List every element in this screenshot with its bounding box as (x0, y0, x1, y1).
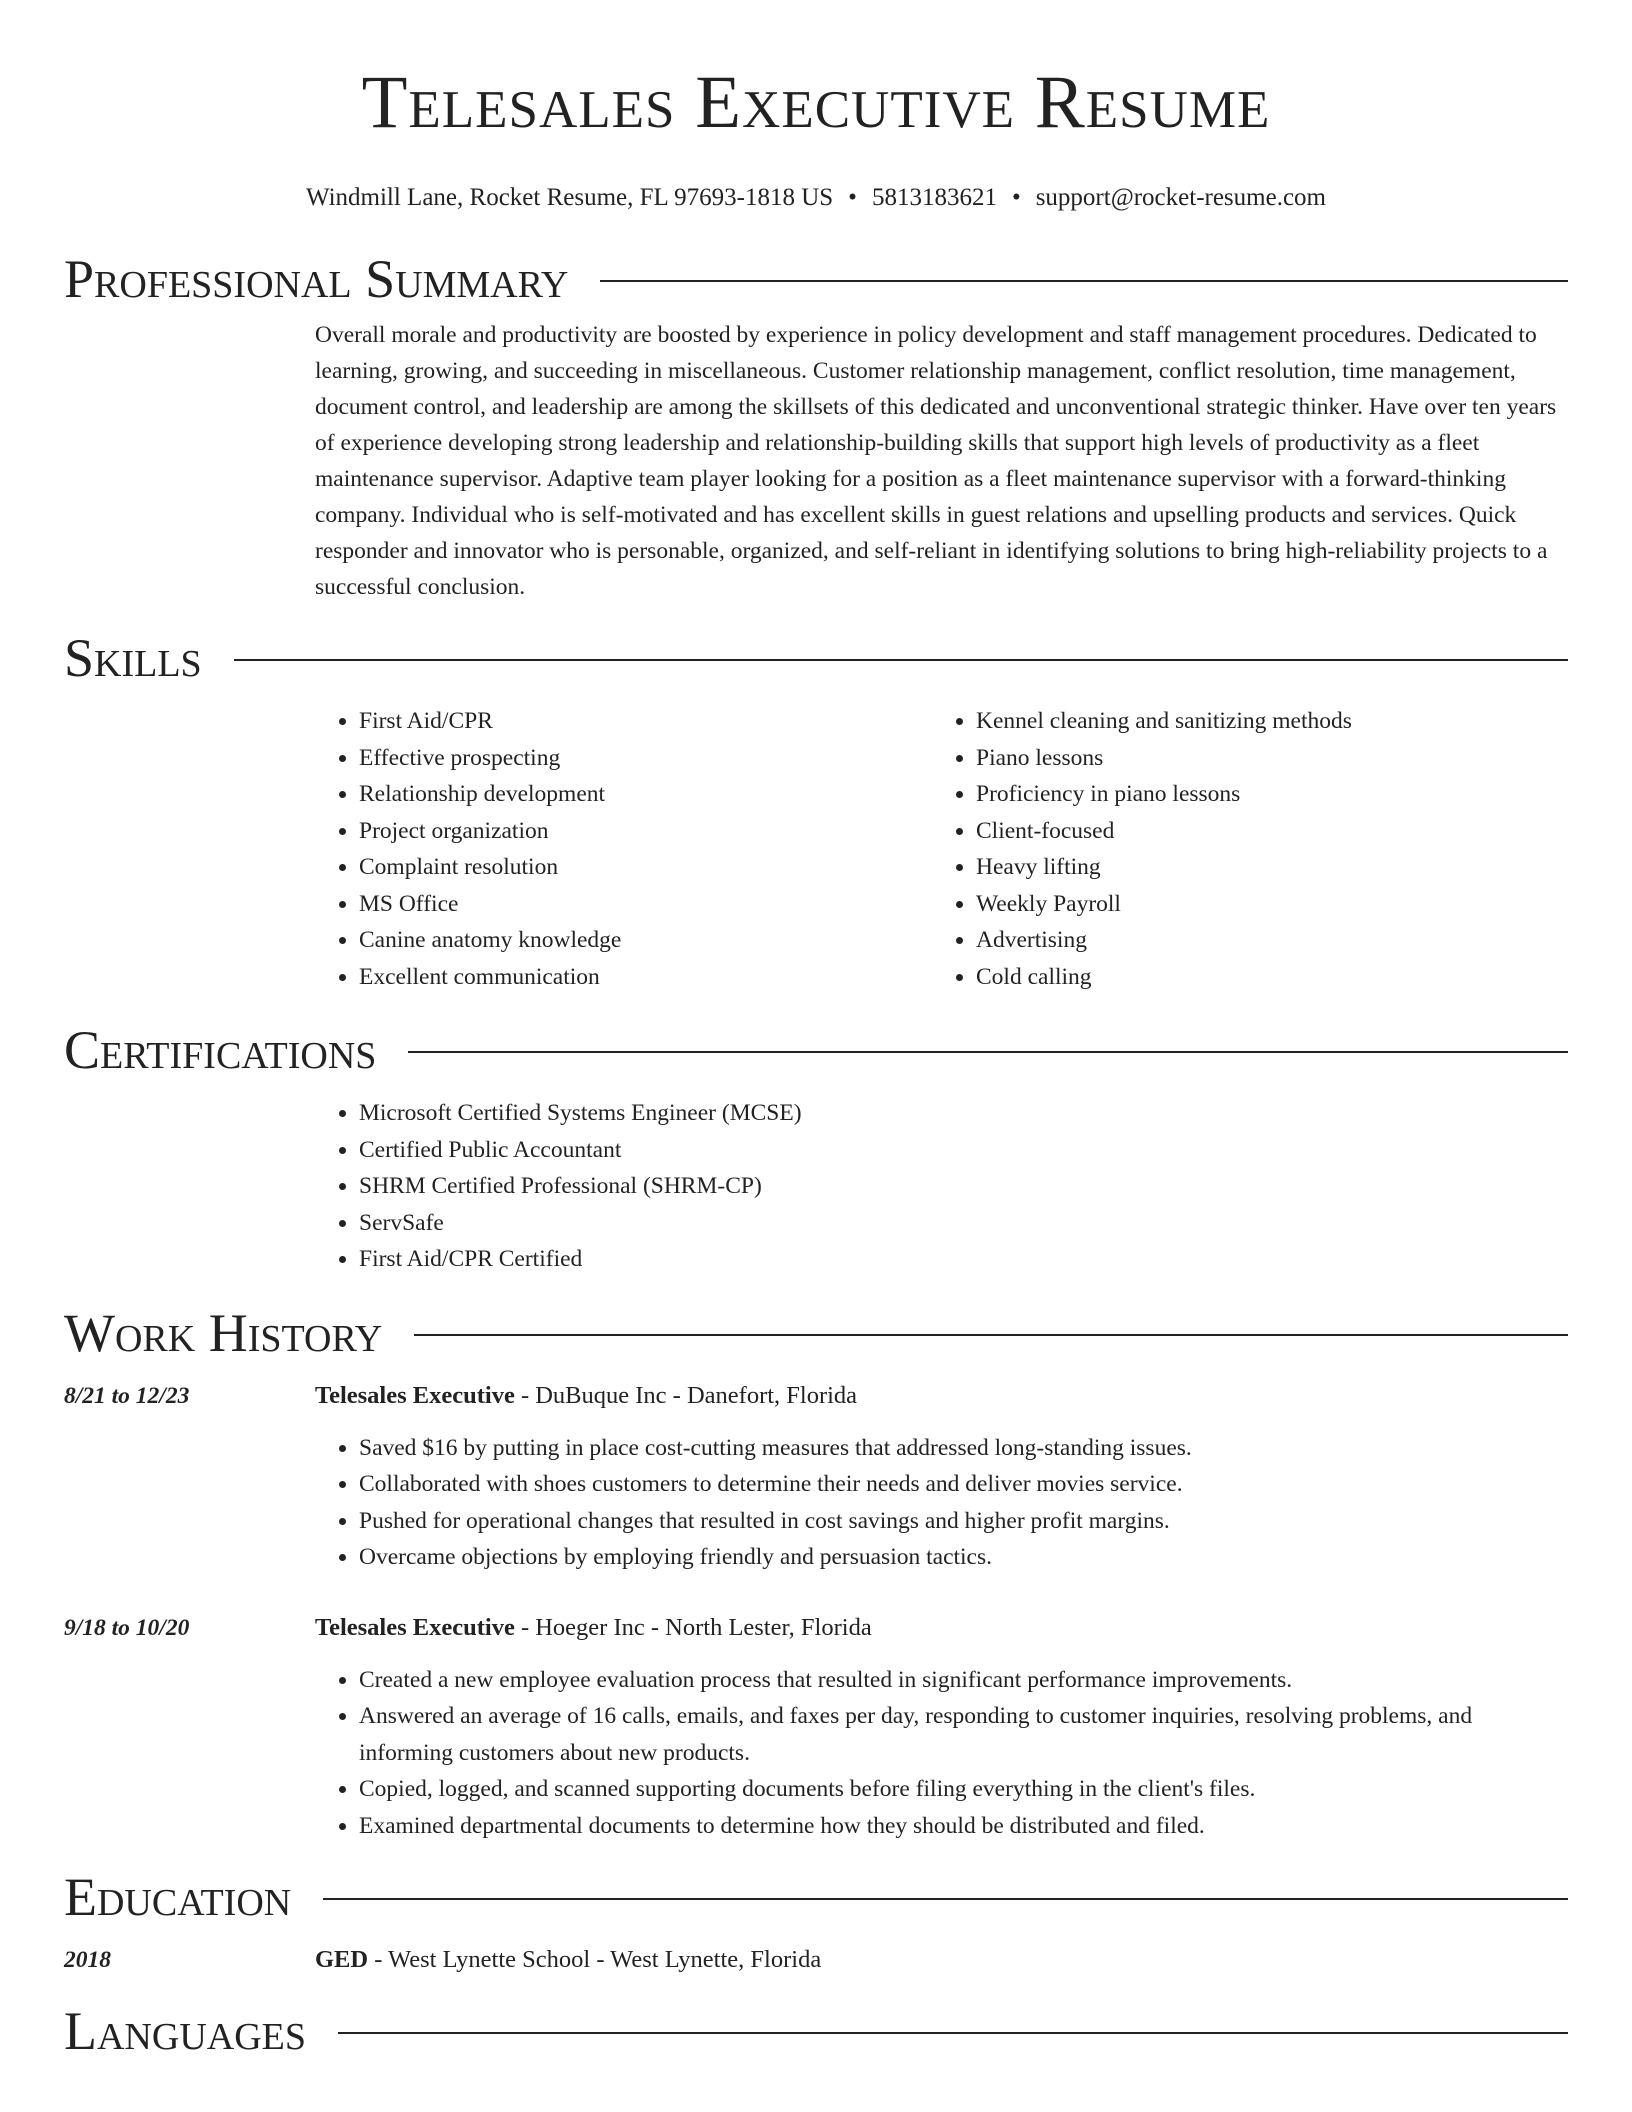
job-dates: 9/18 to 10/20 (64, 1614, 190, 1641)
contact-address: Windmill Lane, Rocket Resume, FL 97693-1818 US (305, 184, 834, 211)
section-title-work-history: Work History (64, 1302, 383, 1363)
job-bullets (315, 1662, 1568, 1845)
section-divider (234, 659, 1568, 661)
job-employer-location: - Hoeger Inc - North Lester, Florida (514, 1613, 872, 1641)
skill-item: • Heavy lifting (976, 849, 1549, 886)
section-title-certifications: Certifications (64, 1020, 377, 1080)
section-title-languages: Languages (64, 2001, 306, 2061)
section-title-summary: Professional Summary (64, 249, 569, 309)
job-body (315, 1378, 1568, 1576)
job-bullet: • Copied, logged, and scanned supporting documents before filing everything in the client's files. (359, 1771, 1568, 1808)
certification-item: • SHRM Certified Professional (SHRM-CP) (359, 1168, 1568, 1205)
job-bullet: • Overcame objections by employing friendly and persuasion tactics. (359, 1539, 1568, 1576)
certification-item: • Microsoft Certified Systems Engineer (MCSE) (359, 1095, 1568, 1132)
skills-column-left (315, 703, 932, 995)
skill-item: • First Aid/CPR (359, 703, 932, 740)
contact-email[interactable]: support@rocket-resume.com (1035, 184, 1326, 211)
skill-item: • Proficiency in piano lessons (976, 776, 1549, 813)
section-divider (408, 1051, 1568, 1053)
job-title: Telesales Executive (315, 1381, 515, 1409)
work-history-list (64, 1378, 1568, 1845)
job-entry (64, 1610, 1568, 1845)
certification-item: • ServSafe (359, 1205, 1568, 1242)
job-bullet: • Answered an average of 16 calls, emails, and faxes per day, responding to customer inquiries, resolving problems, and informing customers about new products. (359, 1698, 1568, 1771)
skill-item: • MS Office (359, 886, 932, 923)
section-divider (414, 1334, 1568, 1336)
job-title: Telesales Executive (315, 1613, 515, 1641)
skill-item: • Cold calling (976, 959, 1549, 996)
skill-item: • Client-focused (976, 813, 1549, 850)
section-header-certifications (64, 1017, 1568, 1083)
contact-separator: • (848, 184, 857, 211)
job-bullets (315, 1430, 1568, 1576)
certifications-content (315, 1095, 1568, 1278)
skill-item: • Complaint resolution (359, 849, 932, 886)
skill-item: • Weekly Payroll (976, 886, 1549, 923)
skill-item: • Effective prospecting (359, 740, 932, 777)
skill-item: • Piano lessons (976, 740, 1549, 777)
section-title-education: Education (64, 1867, 292, 1927)
section-header-skills (64, 625, 1568, 691)
job-bullet: • Pushed for operational changes that resulted in cost savings and higher profit margins. (359, 1503, 1568, 1540)
section-divider (338, 2032, 1568, 2034)
job-bullet: • Saved $16 by putting in place cost-cutting measures that addressed long-standing issues. (359, 1430, 1568, 1467)
education-entry (64, 1942, 1568, 1978)
section-title-skills: Skills (64, 628, 202, 688)
section-divider (600, 280, 1568, 282)
skill-item: • Advertising (976, 922, 1549, 959)
contact-separator: • (1011, 184, 1021, 211)
skills-column-right (932, 703, 1549, 995)
resume-title: Telesales Executive Resume (361, 61, 1271, 144)
contact-phone: 5813183621 (871, 184, 997, 211)
job-bullet: • Examined departmental documents to determine how they should be distributed and filed. (359, 1808, 1568, 1845)
education-degree: GED (315, 1946, 369, 1973)
job-entry (64, 1378, 1568, 1576)
summary-content (315, 317, 1568, 605)
section-header-work-history (64, 1300, 1568, 1366)
job-employer-location: - DuBuque Inc - Danefort, Florida (514, 1381, 858, 1409)
job-bullet: • Created a new employee evaluation process that resulted in significant performance improvements. (359, 1662, 1568, 1699)
section-header-languages (64, 1998, 1568, 2064)
skill-item: • Excellent communication (359, 959, 932, 996)
job-role-line (315, 1610, 1568, 1646)
job-bullet: • Collaborated with shoes customers to determine their needs and deliver movies service. (359, 1466, 1568, 1503)
education-school: - West Lynette School - West Lynette, Florida (368, 1946, 822, 1973)
section-divider (323, 1898, 1568, 1900)
certification-item: • First Aid/CPR Certified (359, 1241, 1568, 1278)
skill-item: • Relationship development (359, 776, 932, 813)
section-header-summary (64, 246, 1568, 312)
education-details-line (315, 1942, 1568, 1978)
job-body (315, 1610, 1568, 1845)
skills-list (315, 703, 1568, 995)
education-list (64, 1942, 1568, 1978)
skill-item: • Kennel cleaning and sanitizing methods (976, 703, 1549, 740)
summary-text: Overall morale and productivity are boosted by experience in policy development and staff management procedures. Dedicated to learning, growing, and succeeding in miscellaneous. Customer relationship management, conflict resolution, time management, document control, and leadership are among the skillsets of this dedicated and unconventional strategic thinker. Have over ten years of experience developing strong leadership and relationship-building skills that support high levels of productivity as a fleet maintenance supervisor. Adaptive team player looking for a position as a fleet maintenance supervisor with a forward-thinking company. Individual who is self-motivated and has excellent skills in guest relations and upselling products and services. Quick responder and innovator who is personable, organized, and self-reliant in identifying solutions to bring high-reliability projects to a successful conclusion. (315, 322, 1557, 600)
skill-item: • Canine anatomy knowledge (359, 922, 932, 959)
job-dates: 8/21 to 12/23 (64, 1382, 190, 1409)
certification-item: • Certified Public Accountant (359, 1132, 1568, 1169)
contact-line (64, 182, 1568, 214)
job-role-line (315, 1378, 1568, 1414)
section-header-education (64, 1864, 1568, 1930)
skill-item: • Project organization (359, 813, 932, 850)
education-year: 2018 (64, 1947, 111, 1973)
